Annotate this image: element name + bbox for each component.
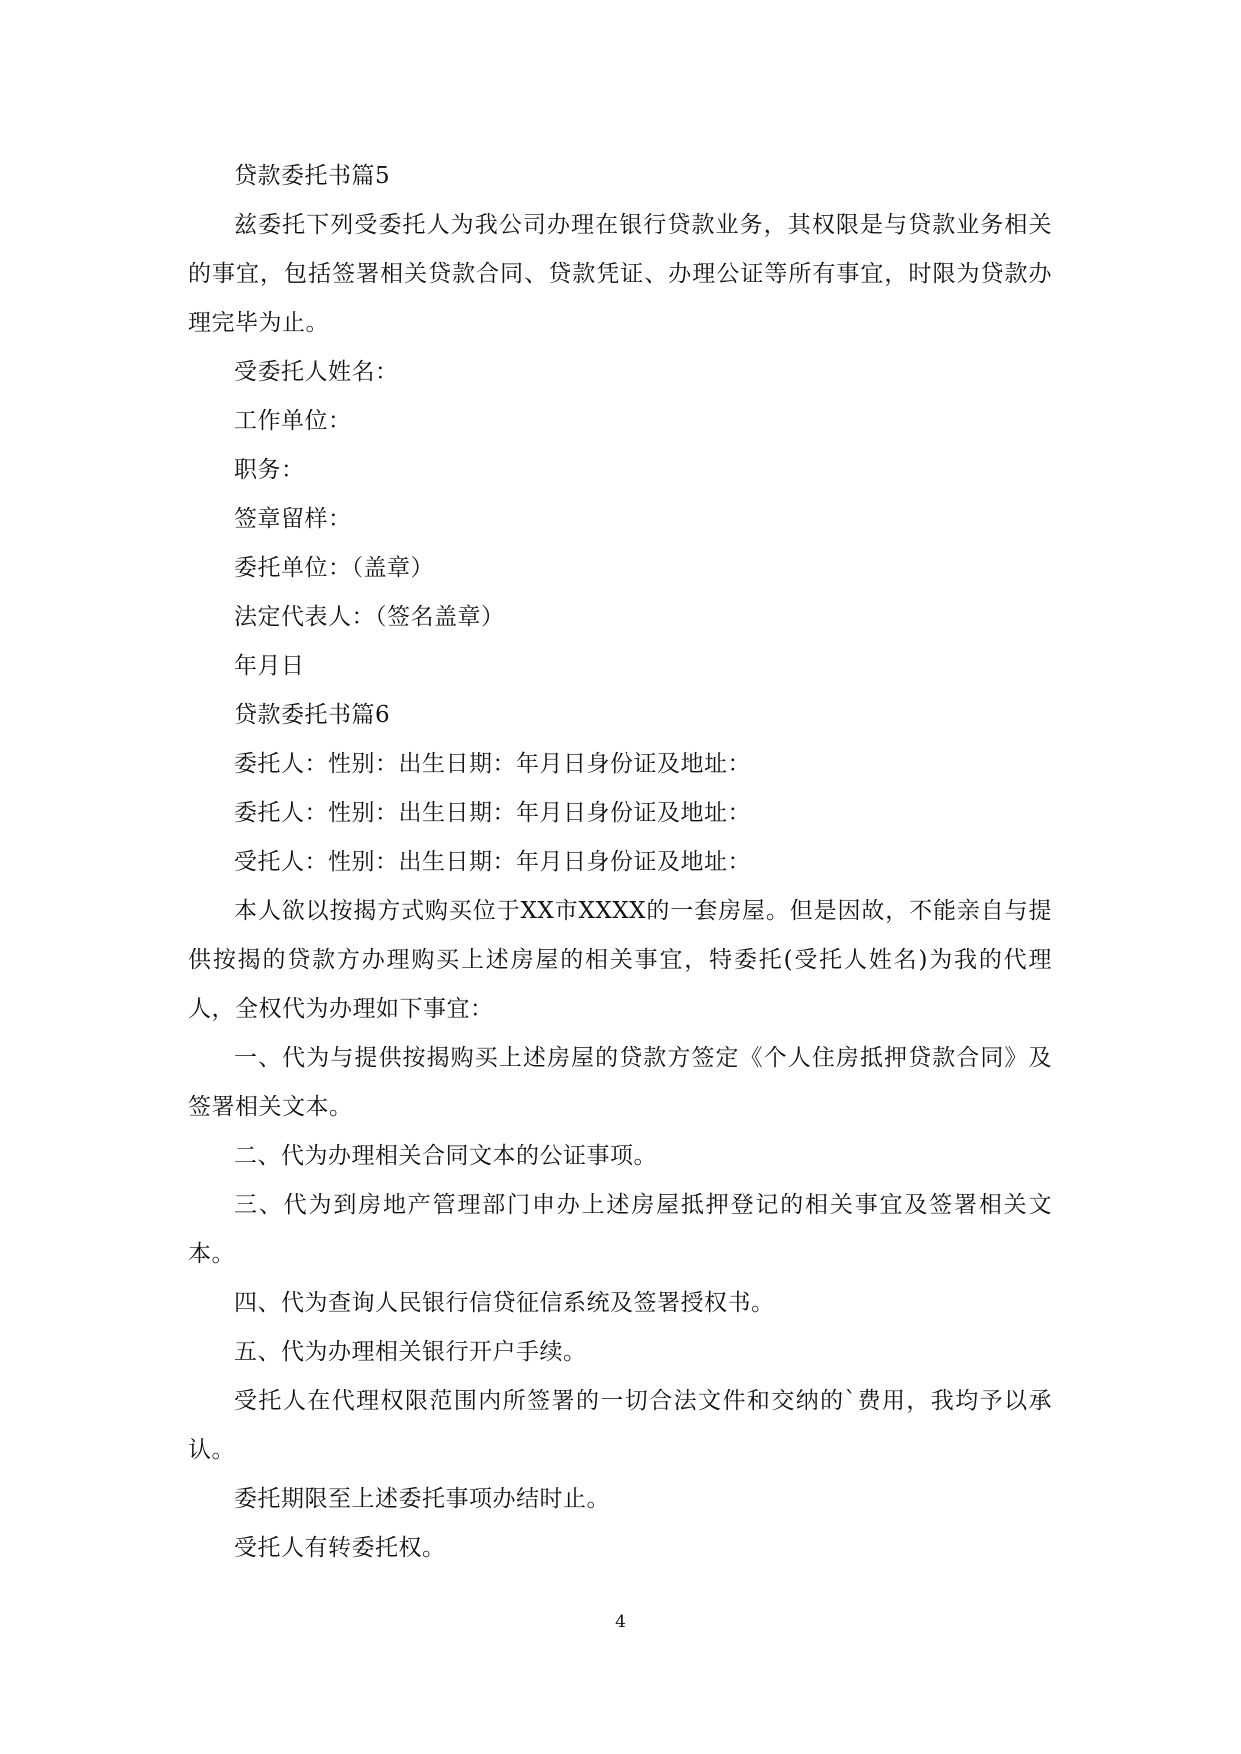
body-paragraph: 兹委托下列受委托人为我公司办理在银行贷款业务，其权限是与贷款业务相关的事宜，包括签署相关贷款合同、贷款凭证、办理公证等所有事宜，时限为贷款办理完毕为止。 [188,212,1052,336]
form-field-label: 工作单位： [234,408,352,434]
party-info-line: 委托人：性别：出生日期：年月日身份证及地址： [234,800,751,826]
body-paragraph: 受托人有转委托权。 [234,1535,446,1561]
party-info-line: 委托人：性别：出生日期：年月日身份证及地址： [234,751,751,777]
form-field-label: 法定代表人：（签名盖章） [234,604,505,630]
section-title: 贷款委托书篇6 [234,702,391,728]
form-field-label: 职务： [234,457,305,483]
body-paragraph: 本人欲以按揭方式购买位于XX市XXXX的一套房屋。但是因故，不能亲自与提供按揭的贷款方办理购买上述房屋的相关事宜，特委托(受托人姓名)为我的代理人，全权代为办理如下事宜： [188,898,1052,1022]
section-title: 贷款委托书篇5 [234,163,391,189]
document-body [188,152,1052,1573]
party-info-line: 受托人：性别：出生日期：年月日身份证及地址： [234,849,751,875]
list-item: 五、代为办理相关银行开户手续。 [234,1339,587,1365]
form-field-label: 签章留样： [234,506,352,532]
body-paragraph: 受托人在代理权限范围内所签署的一切合法文件和交纳的`费用，我均予以承认。 [188,1388,1052,1463]
list-item: 三、代为到房地产管理部门申办上述房屋抵押登记的相关事宜及签署相关文本。 [188,1192,1052,1267]
date-line: 年月日 [234,653,305,679]
list-item: 四、代为查询人民银行信贷征信系统及签署授权书。 [234,1290,775,1316]
list-item: 一、代为与提供按揭购买上述房屋的贷款方签定《个人住房抵押贷款合同》及签署相关文本。 [188,1045,1052,1120]
page-number: 4 [615,1612,626,1632]
form-field-label: 委托单位：（盖章） [234,555,434,581]
list-item: 二、代为办理相关合同文本的公证事项。 [234,1143,657,1169]
form-field-label: 受委托人姓名： [234,359,399,385]
body-paragraph: 委托期限至上述委托事项办结时止。 [234,1486,610,1512]
